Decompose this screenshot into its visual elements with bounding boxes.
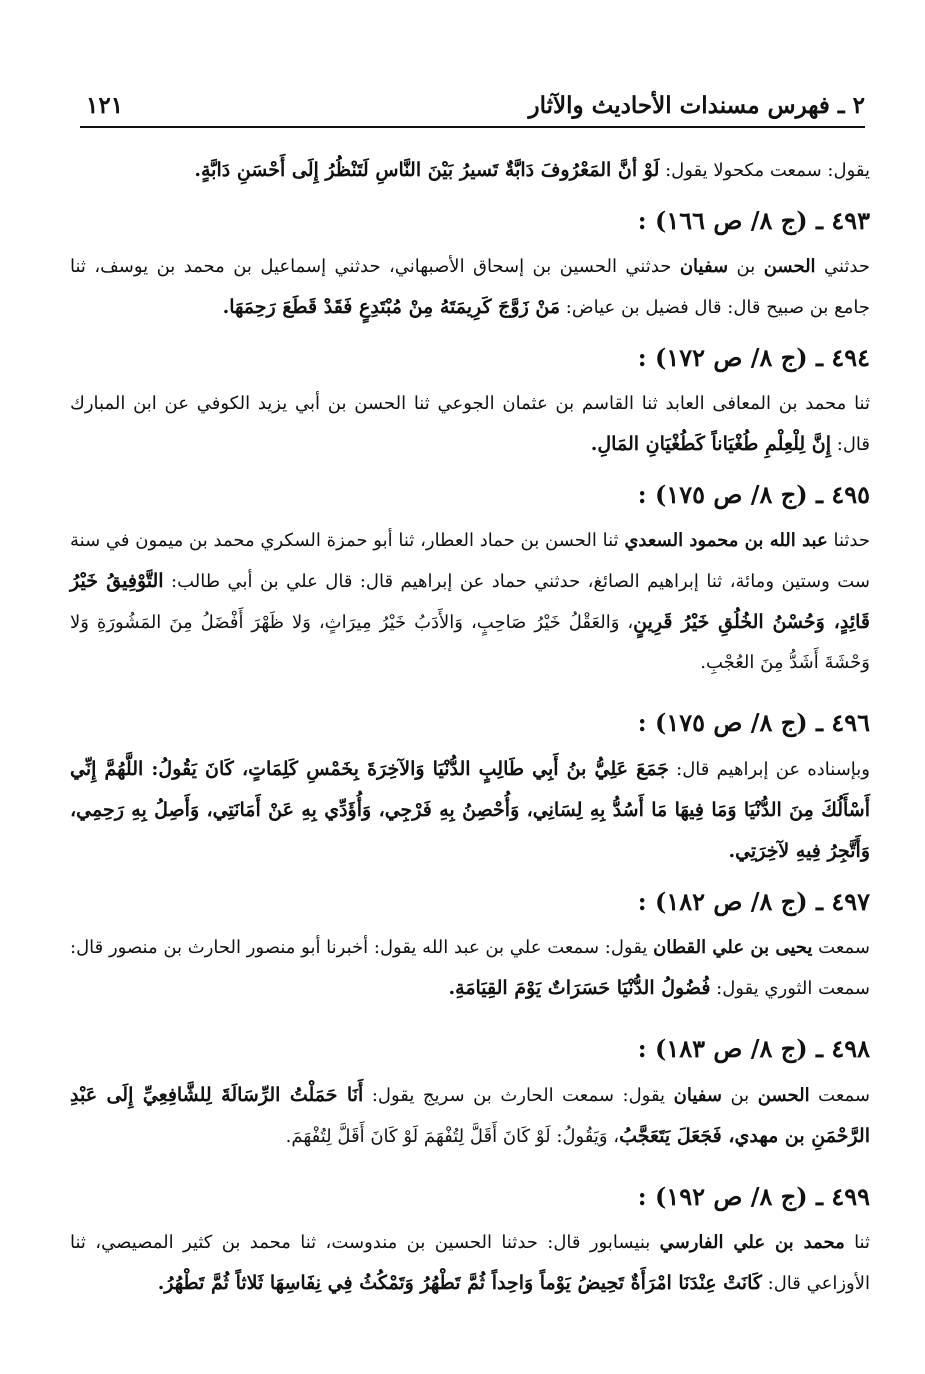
page-number: ١٢١ [86, 92, 124, 119]
entry-496-number: ٤٩٦ ـ [815, 708, 870, 737]
entry-498-number: ٤٩٨ ـ [815, 1034, 870, 1063]
entry-499-t2: بنيسابور قال: حدثنا الحسين بن مندوست، ثنا محمد بن كثير المصيصي، ثنا الأوزاعي قال: [70, 1232, 870, 1294]
entry-496-text [70, 749, 870, 872]
spacer [70, 1009, 870, 1019]
entry-498-name2: سفيان [673, 1085, 722, 1106]
entry-497-number: ٤٩٧ ـ [815, 887, 870, 916]
entry-498-heading [70, 1027, 870, 1071]
entry-493-t2: بن [728, 256, 764, 277]
entry-493-text [70, 247, 870, 328]
entry-493-number: ٤٩٣ ـ [815, 206, 870, 235]
entry-493-t3: حدثني الحسين بن إسحاق الأصبهاني، حدثني إسماعيل بن محمد بن يوسف، ثنا جامع بن صبيح قال: قال فضيل بن عياض: [70, 256, 870, 318]
entry-492-intro: يقول: سمعت مكحولا يقول: [659, 160, 870, 181]
running-title: ٢ ـ فهرس مسندات الأحاديث والآثار [528, 92, 865, 119]
entry-494-ref: (ج ٨/ ص ١٧٢) : [637, 343, 816, 372]
entry-498-name1: الحسن [757, 1085, 810, 1106]
entry-494-heading [70, 336, 870, 380]
entry-499-number: ٤٩٩ ـ [815, 1182, 870, 1211]
entry-493-ref: (ج ٨/ ص ١٦٦) : [637, 206, 816, 235]
entry-498-quote-bold: أَنَا حَمَلْتُ الرِّسَالَةَ لِلشَّافِعِيِّ إِلَى عَبْدِ الرَّحْمَنِ بن مهدي، فَجَعَلَ يَتَعَجَّبُ [70, 1084, 870, 1147]
entry-497-t1: سمعت [812, 937, 870, 958]
entry-493-name2: سفيان [679, 256, 729, 277]
entry-493-name1: الحسن [763, 256, 816, 277]
entry-495-number: ٤٩٥ ـ [815, 480, 870, 509]
entry-497-text [70, 928, 870, 1009]
entry-496-quote: جَمَعَ عَلِيُّ بنُ أَبِي طَالِبٍ الدُّنْيَا وَالآخِرَةَ بِخَمْسِ كَلِمَاتٍ، كَانَ يَقُولُ: اللَّهُمَّ إِنِّي أَسْأَلُكَ مِنَ الدُّنْيَا وَمَا فِيهَا مَا أَسُدُّ بِهِ لِسَانِي، وَأُحْصِنُ بِهِ فَرْجِي، وَأُؤَدِّي بِهِ عَنْ أَمَانَتِي، وَأَصِلُ بِهِ رَحِمِي، وَأَتَّجِرُ فِيهِ لآخِرَتِي. [70, 758, 870, 862]
entry-495-t2: ثنا الحسن بن حماد العطار، ثنا أبو حمزة السكري محمد بن ميمون في سنة ست وستين ومائة، ثنا إبراهيم الصائغ، حدثني حماد عن إبراهيم قال: قال علي بن أبي طالب: [70, 530, 870, 592]
entry-497-t2: يقول: سمعت علي بن عبد الله يقول: أخبرنا أبو منصور الحارث بن منصور قال: سمعت الثوري يقول: [70, 937, 870, 999]
entry-495-ref: (ج ٨/ ص ١٧٥) : [637, 480, 816, 509]
entry-493-heading [70, 199, 870, 243]
entry-494-text [70, 384, 870, 465]
entry-495-t1: حدثنا [827, 530, 870, 551]
page-content [70, 150, 870, 1304]
entry-494-quote: إِنَّ لِلْعِلْمِ طُغْيَاناً كَطُغْيَانِ المَالِ. [590, 433, 832, 455]
entry-499-name: محمد بن علي الفارسي [659, 1232, 845, 1253]
entry-499-t1: ثنا [844, 1232, 871, 1253]
entry-498-t1: سمعت [809, 1085, 870, 1106]
entry-495-quote-bold: التَّوْفِيقُ خَيْرُ قَائِدٍ، وَحُسْنُ الخُلُقِ خَيْرُ قَرِينٍ [70, 570, 870, 633]
entry-496-heading [70, 701, 870, 745]
entry-497-name: يحيى بن علي القطان [653, 937, 813, 958]
entry-495-quote-rest: ، وَالعَقْلُ خَيْرُ صَاحِبٍ، وَالأَدَبُ خَيْرُ مِيرَاثٍ، وَلا ظَهْرَ أَفْضَلُ مِنَ المَشُورَةِ وَلا وَحْشَةَ أَشَدُّ مِنَ العُجْبِ. [70, 612, 870, 673]
entry-498-t2: بن [721, 1085, 758, 1106]
spacer [70, 683, 870, 693]
page-header [80, 86, 865, 128]
entry-494-chain: ثنا محمد بن المعافى العابد ثنا القاسم بن عثمان الجوعي ثنا الحسن بن أبي يزيد الكوفي عن ابن المبارك قال: [70, 393, 870, 455]
entry-496-t1: وبإسناده عن إبراهيم قال: [668, 759, 870, 780]
entry-493-t1: حدثني [815, 256, 870, 277]
entry-493-quote: مَنْ زَوَّجَ كَرِيمَتَهُ مِنْ مُبْتَدِعٍ فَقَدْ قَطَعَ رَحِمَهَا. [222, 296, 561, 318]
entry-492-text [70, 150, 870, 191]
entry-497-heading [70, 880, 870, 924]
entry-498-t3: يقول: سمعت الحارث بن سريج يقول: [363, 1085, 674, 1106]
entry-499-text [70, 1223, 870, 1304]
spacer [70, 1157, 870, 1167]
entry-498-text [70, 1075, 870, 1157]
entry-497-ref: (ج ٨/ ص ١٨٢) : [637, 887, 816, 916]
entry-495-heading [70, 473, 870, 517]
entry-496-ref: (ج ٨/ ص ١٧٥) : [637, 708, 816, 737]
entry-499-ref: (ج ٨/ ص ١٩٢) : [637, 1182, 816, 1211]
entry-498-quote-rest: ، وَيَقُولُ: لَوْ كَانَ أَقَلَّ لِتُفْهَمَ لَوْ كَانَ أَقَلَّ لِتُفْهَمَ. [285, 1126, 620, 1147]
entry-492-quote: لَوْ أنَّ المَعْرُوفَ دَابَّةٌ تَسيرُ بَيْنَ النَّاسِ لَتَنْظُرُ إِلَى أَحْسَنِ دَابَّةٍ. [194, 159, 660, 181]
entry-494-number: ٤٩٤ ـ [815, 343, 870, 372]
entry-499-quote: كَانَتْ عِنْدَنَا امْرَأَةٌ تَحِيضُ يَوْماً وَاحِداً ثُمَّ تَطْهُرُ وَتَمْكُثُ فِي نِفَاسِهَا ثَلاثاً ثُمَّ تَطْهُرُ. [157, 1272, 762, 1294]
entry-497-quote: فُضُولُ الدُّنْيَا حَسَرَاتٌ يَوْمَ القِيَامَةِ. [448, 977, 711, 999]
entry-495-text [70, 521, 870, 683]
entry-495-name: عبد الله بن محمود السعدي [624, 530, 828, 551]
entry-498-ref: (ج ٨/ ص ١٨٣) : [637, 1034, 816, 1063]
entry-499-heading [70, 1175, 870, 1219]
